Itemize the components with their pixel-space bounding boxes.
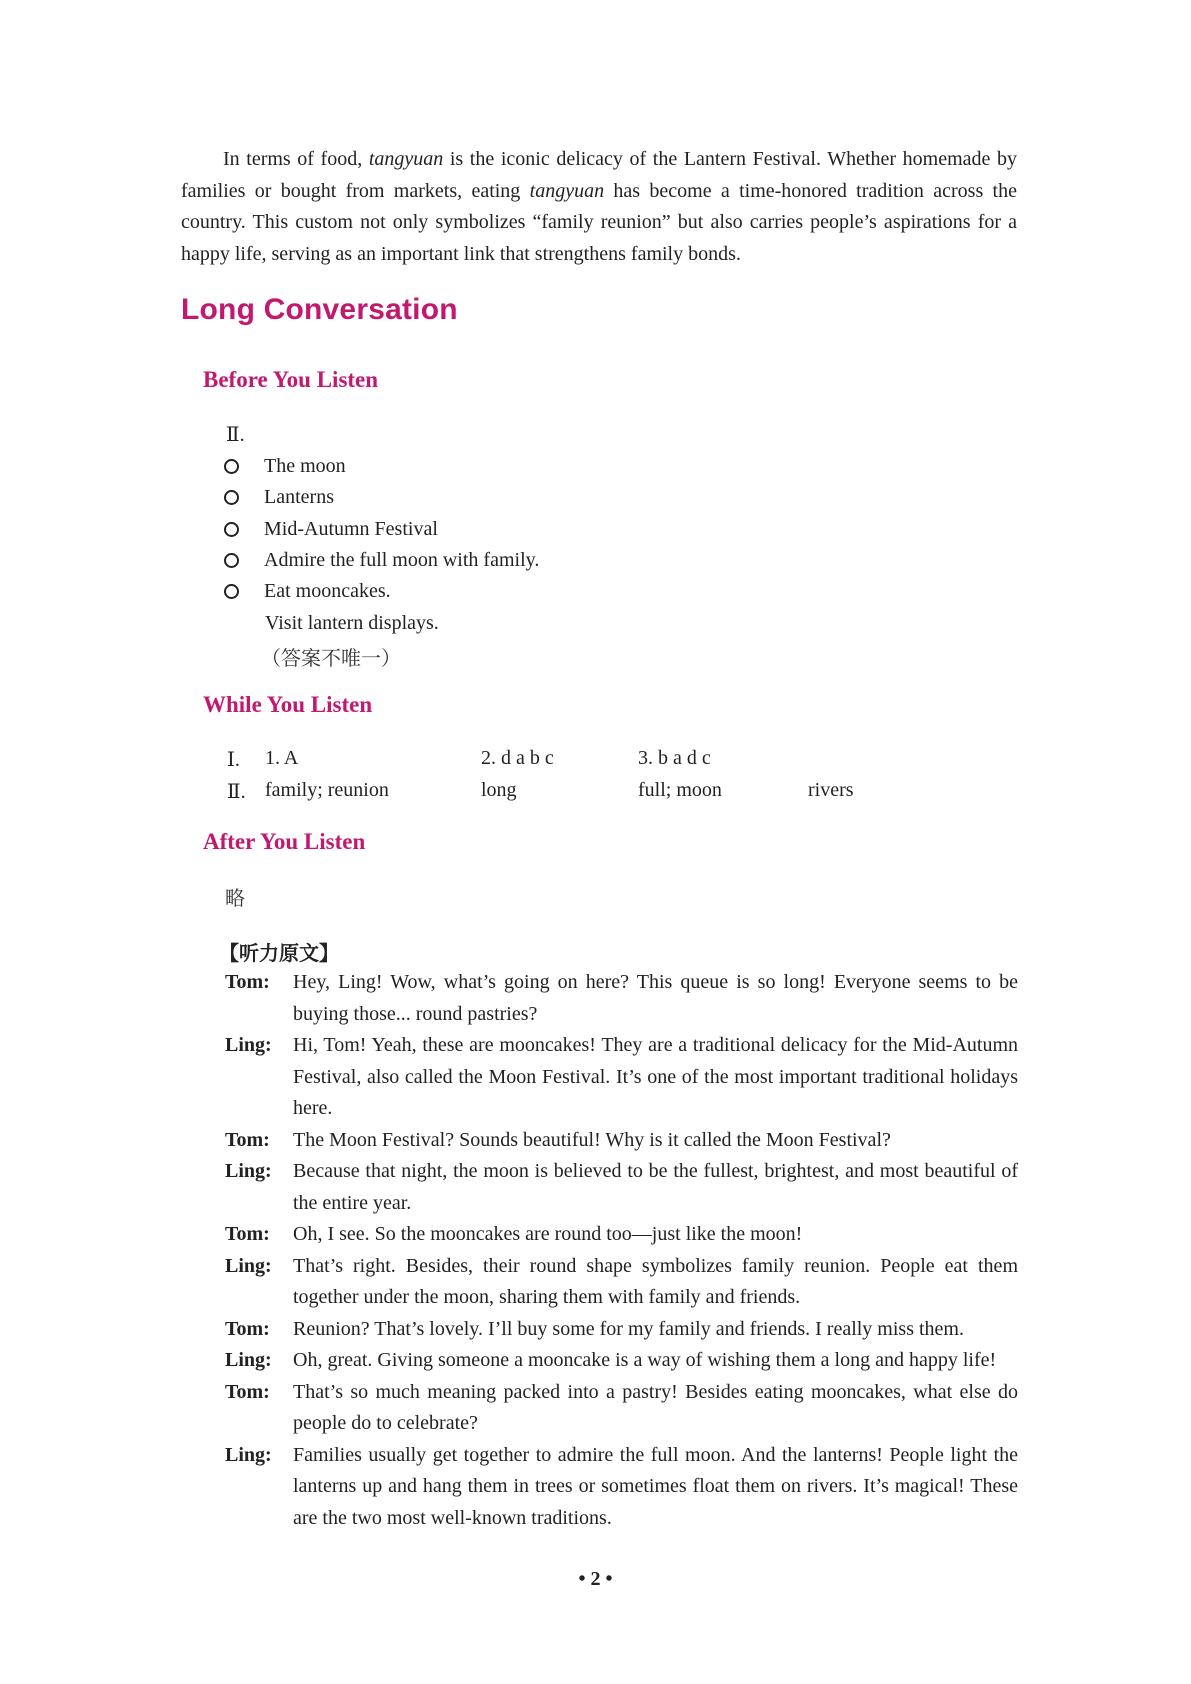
- list-item-text: The moon: [264, 455, 346, 478]
- dialogue-turn: [225, 1377, 1018, 1440]
- speaker-label: Tom:: [225, 971, 270, 993]
- dialogue-turn: [225, 1251, 1018, 1314]
- list-item: [224, 545, 539, 576]
- speaker-label: Ling:: [225, 1443, 272, 1466]
- answer-value: 2. d a b c: [481, 747, 554, 769]
- circle-bullet-icon: [224, 584, 239, 599]
- circle-bullet-icon: [224, 522, 239, 537]
- intro-text: In terms of food,: [223, 148, 369, 170]
- speaker-label: Ling:: [225, 1254, 272, 1277]
- answer-value: long: [481, 778, 517, 801]
- exercise-number: Ⅱ.: [226, 424, 245, 446]
- list-item: [224, 514, 539, 545]
- after-you-listen-heading: After You Listen: [203, 829, 366, 854]
- answer-value: rivers: [808, 778, 854, 801]
- answer-row: [227, 747, 927, 779]
- answer-note: （答案不唯一）: [261, 646, 401, 670]
- circle-bullet-icon: [224, 490, 239, 505]
- dialogue-turn: [225, 1156, 1018, 1219]
- speaker-label: Ling:: [225, 1160, 272, 1182]
- after-answer: 略: [225, 886, 245, 910]
- while-you-listen-heading: While You Listen: [203, 692, 373, 717]
- dialogue-turn: [225, 1440, 1018, 1535]
- page-number: • 2 •: [578, 1568, 613, 1590]
- dialogue-turn: [225, 1219, 1018, 1251]
- dialogue-text: Because that night, the moon is believed to be the fullest, brightest, and most beautiful of the entire year.: [293, 1160, 1018, 1214]
- dialogue-text: Hi, Tom! Yeah, these are mooncakes! They are a traditional delicacy for the Mid-Autumn Festival, also called the Moon Festival. It’s one of the most important traditional holidays here.: [293, 1034, 1018, 1119]
- intro-paragraph: [181, 144, 1017, 270]
- dialogue-text: Families usually get together to admire the full moon. And the lanterns! People light the lanterns up and hang them in trees or sometimes float them on rivers. It’s magical! These are the two most well-known traditions.: [293, 1443, 1018, 1529]
- answer-row: [227, 779, 927, 811]
- speaker-label: Tom:: [225, 1223, 270, 1245]
- intro-text: has become a time-honored tradition across the country. This custom not only symbolizes “family reunion” but also carries people’s aspirations for a happy life, serving as an important link that strengthens family bonds.: [181, 179, 1017, 265]
- answer-list: [224, 451, 539, 639]
- circle-bullet-icon: [224, 459, 239, 474]
- section-title: Long Conversation: [181, 293, 458, 326]
- speaker-label: Tom:: [225, 1380, 270, 1403]
- dialogue-turn: [225, 1030, 1018, 1125]
- dialogue-text: Oh, I see. So the mooncakes are round too—just like the moon!: [293, 1223, 803, 1245]
- dialogue-text: Oh, great. Giving someone a mooncake is a way of wishing them a long and happy life!: [293, 1349, 997, 1371]
- intro-italic-term: tangyuan: [368, 148, 444, 170]
- dialogue-turn: [225, 1125, 1018, 1157]
- answer-value: full; moon: [638, 778, 722, 801]
- exercise-number: Ⅱ.: [227, 780, 246, 803]
- answer-key: [227, 747, 927, 810]
- speaker-label: Ling:: [225, 1349, 272, 1371]
- list-item: [224, 451, 539, 482]
- dialogue-turn: [225, 1314, 1018, 1346]
- intro-text: is the iconic delicacy of the Lantern Festival. Whether homemade by families or bought from markets, eating: [181, 148, 1017, 202]
- speaker-label: Ling:: [225, 1034, 272, 1056]
- dialogue-text: Reunion? That’s lovely. I’ll buy some for my family and friends. I really miss them.: [293, 1317, 964, 1340]
- list-item: [224, 607, 539, 638]
- list-item-text: Lanterns: [264, 486, 334, 509]
- answer-value: 3. b a d c: [638, 747, 711, 769]
- circle-bullet-icon: [224, 553, 239, 568]
- dialogue-text: The Moon Festival? Sounds beautiful! Why is it called the Moon Festival?: [293, 1128, 891, 1151]
- transcript-title: 【听力原文】: [219, 941, 339, 965]
- transcript: [225, 967, 1018, 1534]
- speaker-label: Tom:: [225, 1128, 270, 1151]
- before-you-listen-heading: Before You Listen: [203, 367, 379, 392]
- dialogue-turn: [225, 1345, 1018, 1377]
- dialogue-text: That’s so much meaning packed into a pastry! Besides eating mooncakes, what else do people do to celebrate?: [293, 1380, 1018, 1434]
- speaker-label: Tom:: [225, 1317, 270, 1340]
- dialogue-text: That’s right. Besides, their round shape symbolizes family reunion. People eat them together under the moon, sharing them with family and friends.: [293, 1254, 1018, 1308]
- list-item-text: Eat mooncakes.: [264, 580, 391, 603]
- list-item-text: Admire the full moon with family.: [264, 549, 540, 572]
- dialogue-turn: [225, 967, 1018, 1030]
- list-item-text: Visit lantern displays.: [265, 611, 439, 634]
- intro-italic-term: tangyuan: [529, 179, 605, 202]
- list-item: [224, 576, 539, 607]
- exercise-number: Ⅰ.: [227, 749, 240, 771]
- list-item: [224, 482, 539, 513]
- answer-value: 1. A: [265, 747, 299, 769]
- answer-value: family; reunion: [265, 778, 389, 801]
- list-item-text: Mid-Autumn Festival: [264, 517, 438, 540]
- dialogue-text: Hey, Ling! Wow, what’s going on here? This queue is so long! Everyone seems to be buying those... round pastries?: [293, 971, 1018, 1025]
